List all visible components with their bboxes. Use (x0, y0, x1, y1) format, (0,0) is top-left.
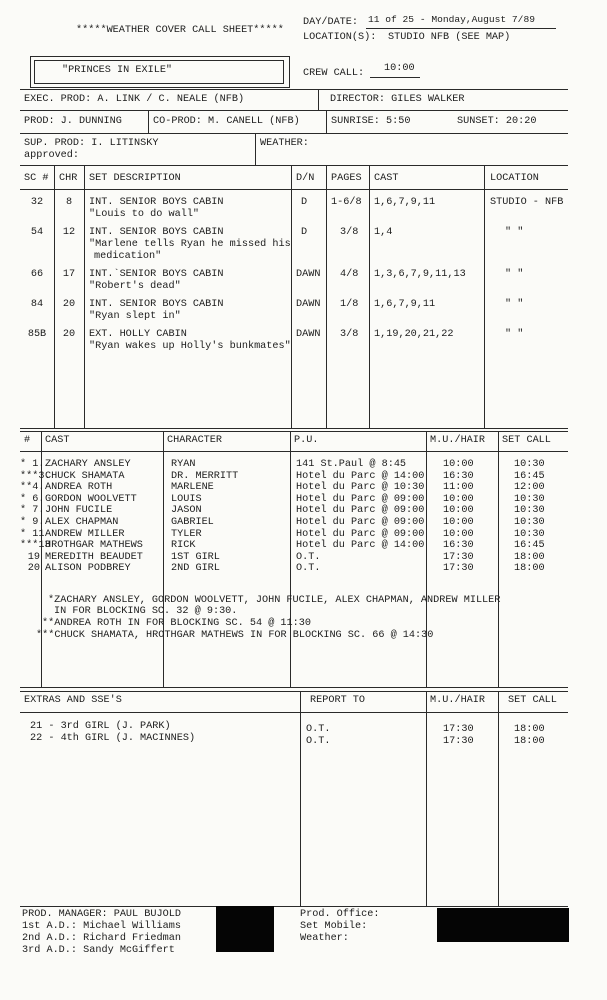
scene-location: " " (505, 299, 524, 310)
col-header-location: LOCATION (490, 173, 539, 184)
cast-set-call: 10:30 (514, 459, 545, 470)
extras-header-desc: EXTRAS AND SSE'S (24, 695, 122, 706)
scene-chr: 12 (62, 227, 76, 238)
extras-set: 18:00 (514, 736, 545, 747)
cast-mu-hair: 10:00 (443, 459, 474, 470)
cast-set-call: 18:00 (514, 563, 545, 575)
cast-pickup: Hotel du Parc @ 14:00 (296, 470, 425, 482)
extras-report: O.T. (306, 724, 331, 735)
extras-desc: 22 - 4th GIRL (J. MACINNES) (30, 733, 196, 744)
cast-character: GABRIEL (171, 517, 214, 528)
cast-number: * 6. (20, 493, 45, 505)
scene-pages: 1-6/8 (331, 197, 362, 208)
scene-location: " " (505, 269, 524, 280)
cast-header-character: CHARACTER (167, 435, 223, 446)
day-date-value: 11 of 25 - Monday,August 7/89 (368, 14, 535, 25)
cast-name: ALEX CHAPMAN (45, 517, 119, 528)
cast-name: ANDREW MILLER (45, 528, 125, 540)
cast-pickup: Hotel du Parc @ 14:00 (296, 540, 425, 552)
scene-pages: 1/8 (340, 299, 359, 310)
col-header-cast: CAST (374, 173, 399, 184)
sup-prod: SUP. PROD: I. LITINSKY (24, 138, 159, 149)
weather-phone-label: Weather: (300, 933, 349, 944)
scene-description: "Ryan slept in" (89, 311, 181, 322)
cast-character: TYLER (171, 528, 202, 540)
scene-cast: 1,6,7,9,11 (374, 299, 436, 310)
scene-location: STUDIO - NFB (490, 197, 564, 208)
scene-number: 54 (30, 227, 44, 238)
approved-label: approved: (24, 150, 80, 161)
scene-pages: 3/8 (340, 329, 359, 340)
col-header-set-description: SET DESCRIPTION (89, 173, 181, 184)
scene-location: " " (505, 329, 524, 340)
cast-name: ZACHARY ANSLEY (45, 459, 131, 470)
scene-chr: 20 (62, 299, 76, 310)
cast-note: *ZACHARY ANSLEY, GORDON WOOLVETT, JOHN FUCILE, ALEX CHAPMAN, ANDREW MILLER (48, 595, 501, 606)
cast-name: HROTHGAR MATHEWS (45, 540, 143, 552)
prod-office-label: Prod. Office: (300, 909, 380, 920)
scene-pages: 4/8 (340, 269, 359, 280)
col-header-dn: D/N (296, 173, 315, 184)
scene-cast: 1,3,6,7,9,11,13 (374, 269, 466, 280)
cast-pickup: Hotel du Parc @ 09:00 (296, 493, 425, 505)
cast-mu-hair: 10:00 (443, 505, 474, 517)
extras-mu: 17:30 (443, 724, 474, 735)
weather-label: WEATHER: (260, 138, 309, 149)
cast-set-call: 10:30 (514, 528, 545, 540)
sunset: SUNSET: 20:20 (457, 116, 537, 127)
col-header-sc: SC # (24, 173, 49, 184)
cast-mu-hair: 17:30 (443, 563, 474, 575)
day-date-label: DAY/DATE: (303, 17, 359, 28)
cast-character: 1ST GIRL (171, 551, 220, 563)
extras-mu: 17:30 (443, 736, 474, 747)
scene-cast: 1,19,20,21,22 (374, 329, 454, 340)
cast-character: MARLENE (171, 482, 214, 494)
cast-set-call: 12:00 (514, 482, 545, 494)
col-header-chr: CHR (59, 173, 78, 184)
extras-set: 18:00 (514, 724, 545, 735)
cast-header-num: # (24, 435, 31, 446)
cast-name: ANDREA ROTH (45, 482, 113, 494)
cast-character: RICK (171, 540, 196, 552)
scene-set: INT. SENIOR BOYS CABIN (89, 197, 224, 208)
cast-note: IN FOR BLOCKING SC. 32 @ 9:30. (54, 606, 238, 617)
cast-number: * 1. (20, 459, 45, 470)
cast-pickup: 141 St.Paul @ 8:45 (296, 459, 407, 470)
cast-character: JASON (171, 505, 202, 517)
cast-pickup: Hotel du Parc @ 09:00 (296, 528, 425, 540)
scene-set: EXT. HOLLY CABIN (89, 329, 187, 340)
scene-dn: DAWN (296, 329, 321, 340)
production-title: "PRINCES IN EXILE" (62, 65, 173, 76)
cast-number: * 7. (20, 505, 45, 517)
scene-number: 84 (30, 299, 44, 310)
cast-name: ALISON PODBREY (45, 563, 131, 575)
scene-chr: 8 (65, 197, 73, 208)
cast-number: 20 (27, 563, 40, 575)
first-ad: 1st A.D.: Michael Williams (22, 921, 181, 932)
co-prod: CO-PROD: M. CANELL (NFB) (153, 116, 300, 127)
extras-header-report: REPORT TO (310, 695, 366, 706)
cast-pickup: O.T. (296, 563, 321, 575)
location-value: STUDIO NFB (SEE MAP) (388, 32, 511, 43)
cast-mu-hair: 11:00 (443, 482, 474, 494)
cast-name: GORDON WOOLVETT (45, 493, 137, 505)
cast-set-call: 10:30 (514, 493, 545, 505)
scene-chr: 20 (62, 329, 76, 340)
scene-description: "Ryan wakes up Holly's bunkmates" (89, 341, 291, 352)
cast-pickup: Hotel du Parc @ 09:00 (296, 517, 425, 528)
scene-number: 32 (30, 197, 44, 208)
cast-character: 2ND GIRL (171, 563, 220, 575)
scene-cast: 1,6,7,9,11 (374, 197, 436, 208)
scene-dn: DAWN (296, 269, 321, 280)
cast-mu-hair: 10:00 (443, 493, 474, 505)
third-ad: 3rd A.D.: Sandy McGiffert (22, 945, 175, 956)
cast-note: **ANDREA ROTH IN FOR BLOCKING SC. 54 @ 11:30 (42, 618, 311, 629)
cast-name: CHUCK SHAMATA (45, 470, 125, 482)
cast-number: * 11 (20, 528, 45, 540)
scene-set: INT. SENIOR BOYS CABIN (89, 227, 224, 238)
cast-pickup: Hotel du Parc @ 09:00 (296, 505, 425, 517)
cast-header-pu: P.U. (294, 435, 319, 446)
cast-set-call: 10:30 (514, 505, 545, 517)
scene-dn: D (301, 227, 308, 238)
cast-header-set-call: SET CALL (502, 435, 551, 446)
redaction-box (216, 906, 274, 952)
cast-pickup: O.T. (296, 551, 321, 563)
director: DIRECTOR: GILES WALKER (330, 94, 465, 105)
cast-set-call: 18:00 (514, 551, 545, 563)
scene-cast: 1,4 (374, 227, 393, 238)
cast-note: ***CHUCK SHAMATA, HROTHGAR MATHEWS IN FOR BLOCKING SC. 66 @ 14:30 (36, 630, 434, 641)
crew-call-label: CREW CALL: (303, 68, 365, 79)
extras-report: O.T. (306, 736, 331, 747)
sheet-title: *****WEATHER COVER CALL SHEET***** (76, 25, 284, 36)
crew-call-value: 10:00 (384, 63, 415, 74)
extras-desc: 21 - 3rd GIRL (J. PARK) (30, 721, 171, 732)
cast-header-mu-hair: M.U./HAIR (430, 435, 486, 446)
extras-header-mu-hair: M.U./HAIR (430, 695, 486, 706)
cast-mu-hair: 16:30 (443, 470, 474, 482)
cast-number: ***13 (20, 540, 51, 552)
cast-name: MEREDITH BEAUDET (45, 551, 143, 563)
cast-mu-hair: 10:00 (443, 517, 474, 528)
scene-set: INT.`SENIOR BOYS CABIN (89, 269, 224, 280)
scene-dn: D (301, 197, 308, 208)
cast-number: 19 (27, 551, 40, 563)
scene-description: "Robert's dead" (89, 281, 181, 292)
cast-header-cast: CAST (45, 435, 70, 446)
cast-mu-hair: 17:30 (443, 551, 474, 563)
cast-mu-hair: 16:30 (443, 540, 474, 552)
scene-description-cont: medication" (94, 251, 162, 262)
cast-number: * 9. (20, 517, 45, 528)
scene-description: "Marlene tells Ryan he missed his (89, 239, 291, 250)
exec-prod: EXEC. PROD: A. LINK / C. NEALE (NFB) (24, 94, 245, 105)
scene-location: " " (505, 227, 524, 238)
scene-dn: DAWN (296, 299, 321, 310)
cast-character: RYAN (171, 459, 196, 470)
cast-character: DR. MERRITT (171, 470, 239, 482)
cast-set-call: 10:30 (514, 517, 545, 528)
col-header-pages: PAGES (331, 173, 362, 184)
prod: PROD: J. DUNNING (24, 116, 122, 127)
location-label: LOCATION(S): (303, 32, 377, 43)
cast-mu-hair: 10:00 (443, 528, 474, 540)
scene-number: 85B (27, 329, 47, 340)
cast-character: LOUIS (171, 493, 202, 505)
second-ad: 2nd A.D.: Richard Friedman (22, 933, 181, 944)
cast-number: ***3. (20, 470, 51, 482)
prod-manager: PROD. MANAGER: PAUL BUJOLD (22, 909, 181, 920)
cast-number: **4. (20, 482, 45, 494)
extras-header-set-call: SET CALL (508, 695, 557, 706)
cast-set-call: 16:45 (514, 470, 545, 482)
scene-pages: 3/8 (340, 227, 359, 238)
scene-set: INT. SENIOR BOYS CABIN (89, 299, 224, 310)
cast-pickup: Hotel du Parc @ 10:30 (296, 482, 425, 494)
scene-description: "Louis to do wall" (89, 209, 200, 220)
scene-number: 66 (30, 269, 44, 280)
set-mobile-label: Set Mobile: (300, 921, 368, 932)
redaction-box (437, 908, 569, 942)
cast-name: JOHN FUCILE (45, 505, 113, 517)
scene-chr: 17 (62, 269, 76, 280)
sunrise: SUNRISE: 5:50 (331, 116, 411, 127)
cast-set-call: 16:45 (514, 540, 545, 552)
